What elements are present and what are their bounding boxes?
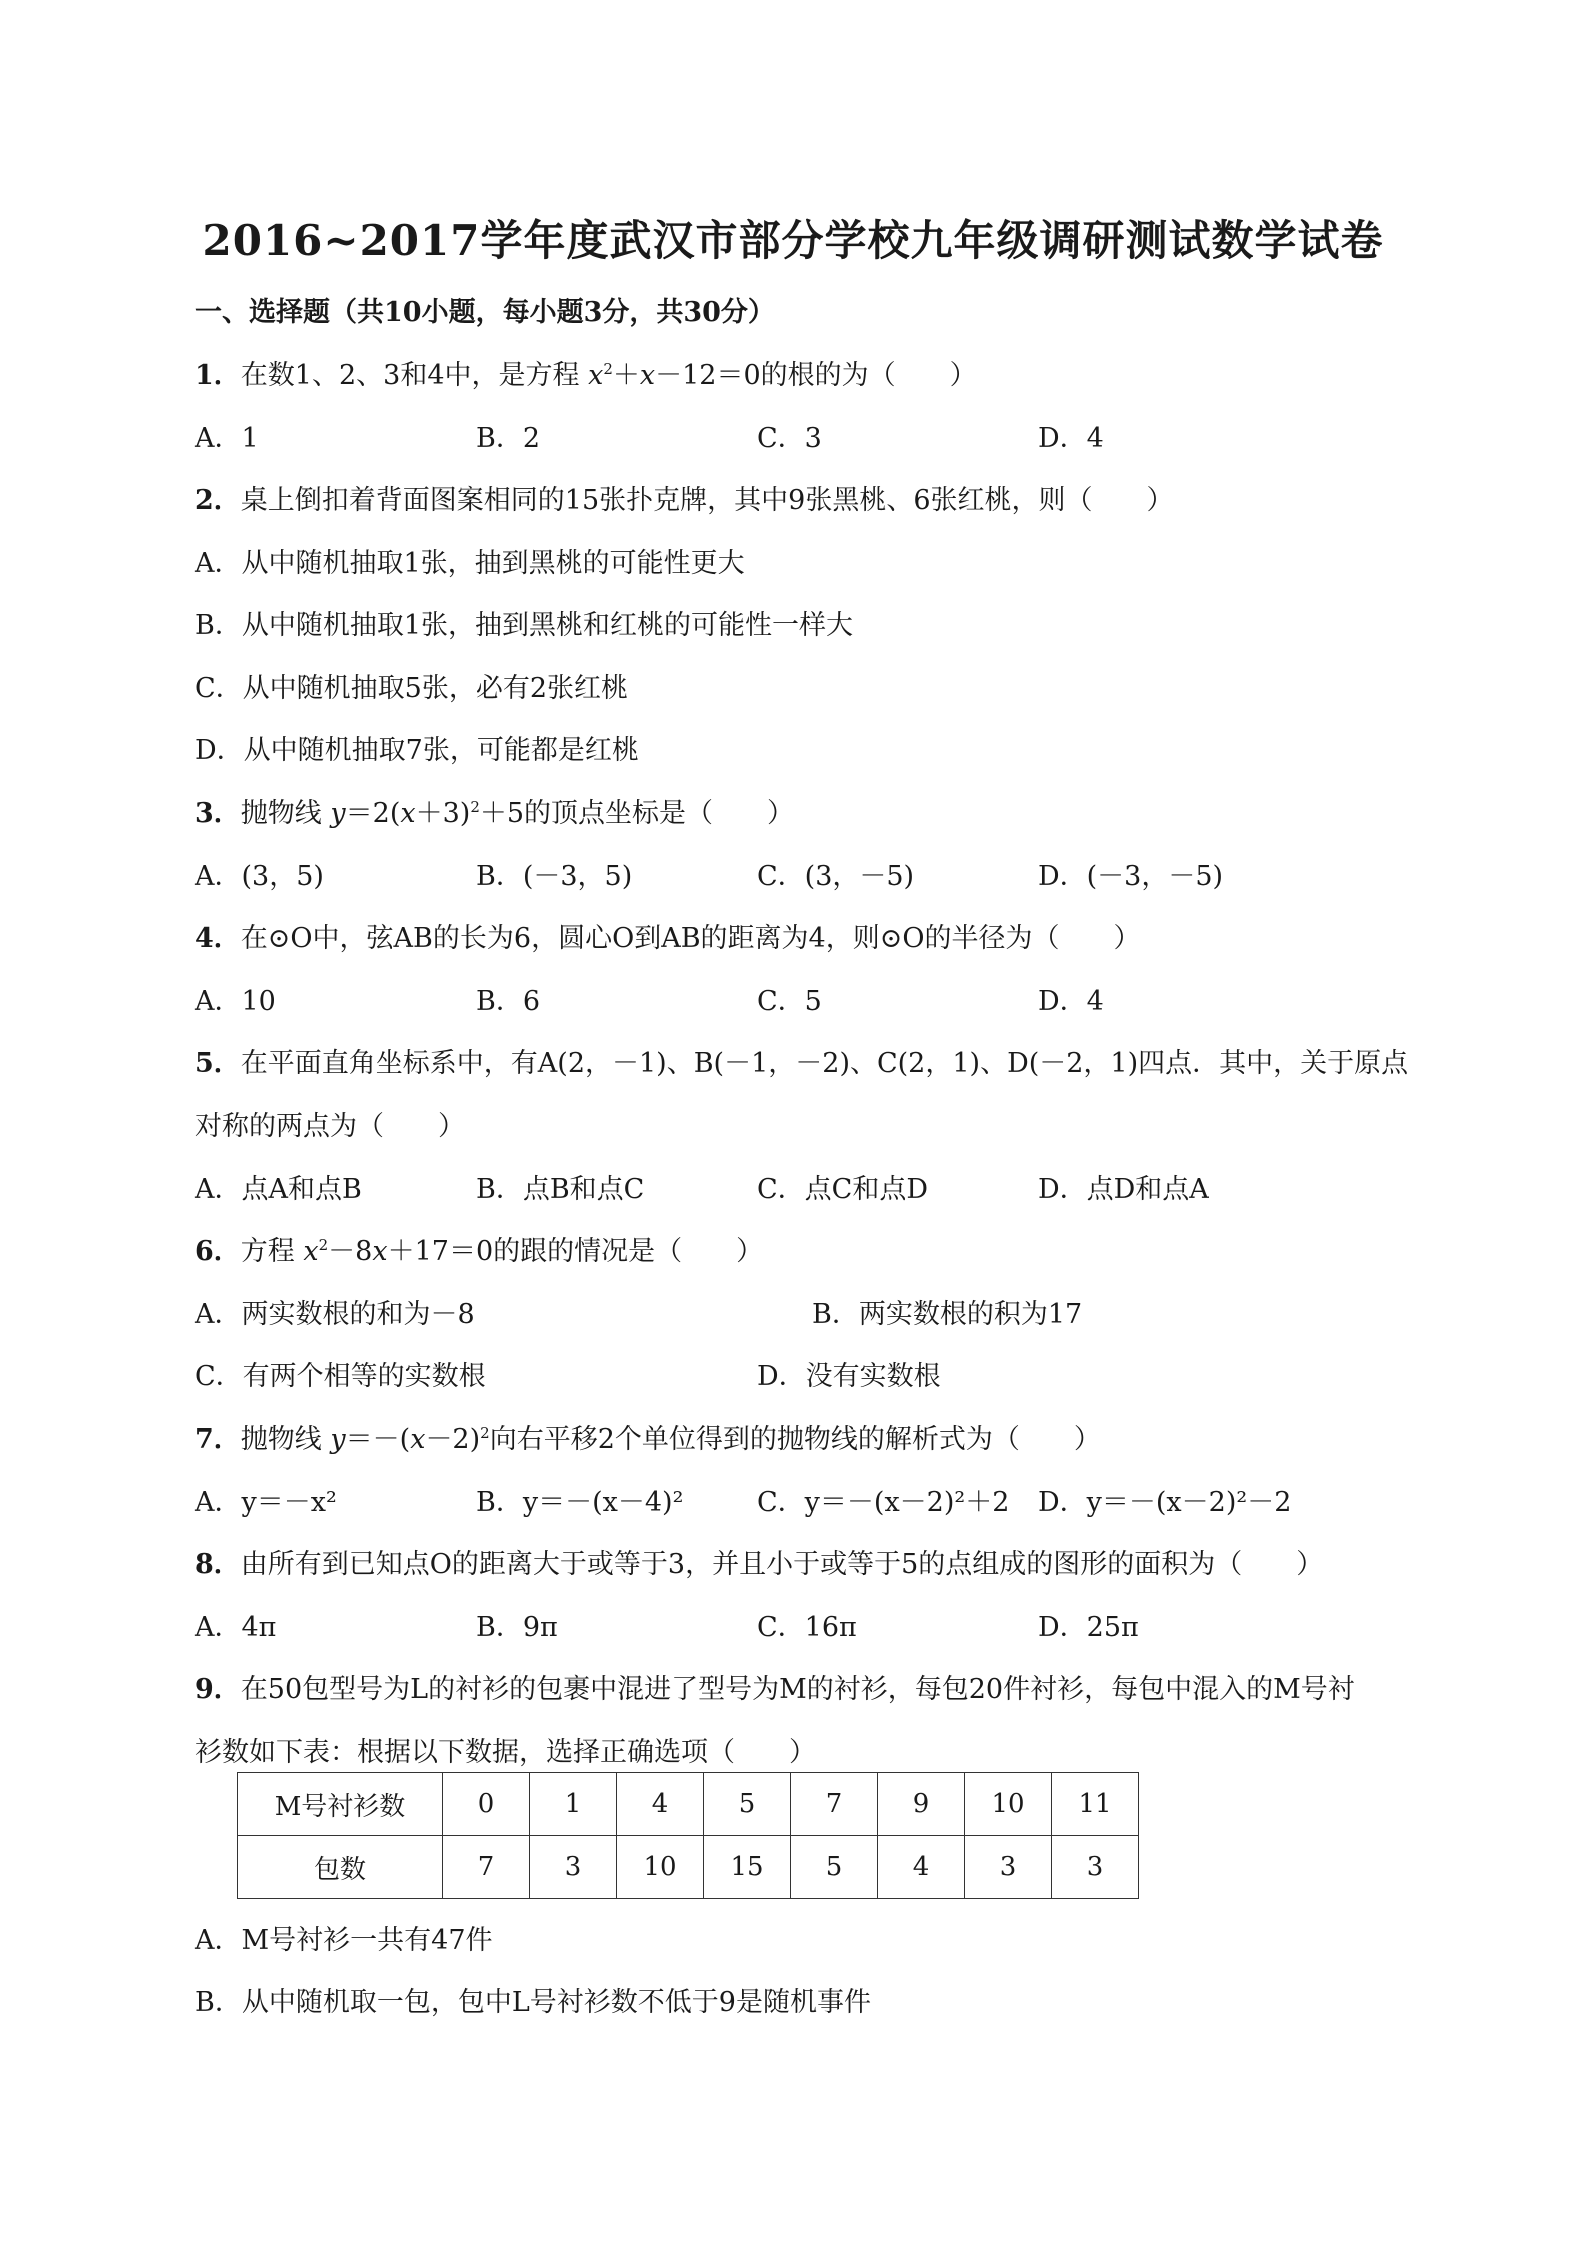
table-row — [238, 1773, 1139, 1836]
table-row-header: M号衬衫数 — [238, 1773, 443, 1836]
q3-option-c: C．(3，－5) — [757, 861, 915, 892]
question-5-continued: 对称的两点为（ ） — [195, 1111, 465, 1142]
table-cell: 10 — [965, 1773, 1052, 1836]
question-number: 4． — [195, 923, 241, 954]
q3-option-b: B．(－3，5) — [476, 861, 633, 892]
question-number: 2． — [195, 485, 241, 516]
q4-option-d: D．4 — [1038, 986, 1104, 1017]
q7-option-d: D．y＝－(x－2)²－2 — [1038, 1487, 1292, 1518]
q8-option-c: C．16π — [757, 1612, 857, 1643]
table-cell: 4 — [617, 1773, 704, 1836]
q7-option-b: B．y＝－(x－4)² — [476, 1487, 684, 1518]
table-cell: 4 — [878, 1836, 965, 1899]
question-number: 6． — [195, 1236, 241, 1267]
q2-option-a: A．从中随机抽取1张，抽到黑桃的可能性更大 — [195, 548, 745, 579]
q6-option-c: C．有两个相等的实数根 — [195, 1361, 486, 1392]
q7-option-c: C．y＝－(x－2)²＋2 — [757, 1487, 1010, 1518]
q5-option-c: C．点C和点D — [757, 1174, 928, 1205]
q3-option-a: A．(3，5) — [195, 861, 324, 892]
table-cell: 10 — [617, 1836, 704, 1899]
q9-option-a: A．M号衬衫一共有47件 — [195, 1925, 493, 1956]
q4-option-a: A．10 — [195, 986, 276, 1017]
table-cell: 1 — [530, 1773, 617, 1836]
question-number: 7． — [195, 1424, 241, 1455]
table-cell: 7 — [443, 1836, 530, 1899]
table-row-header: 包数 — [238, 1836, 443, 1899]
question-6: 6．方程 $x^2-8x+17=0$的跟的情况是（ ） — [195, 1236, 764, 1267]
q7-option-a: A．y＝－x² — [195, 1487, 337, 1518]
page-title: 2016~2017学年度武汉市部分学校九年级调研测试数学试卷 — [202, 216, 1384, 265]
table-cell: 3 — [965, 1836, 1052, 1899]
q1-option-a: A．1 — [195, 423, 259, 454]
q2-option-d: D．从中随机抽取7张，可能都是红桃 — [195, 735, 639, 766]
q8-option-a: A．4π — [195, 1612, 277, 1643]
table-cell: 5 — [704, 1773, 791, 1836]
data-table — [237, 1772, 1139, 1899]
q5-option-a: A．点A和点B — [195, 1174, 362, 1205]
question-number: 3． — [195, 798, 241, 829]
question-1: 1．在数1、2、3和4中，是方程 $x^2+x-12=0$的根的为（ ） — [195, 360, 977, 391]
q2-option-c: C．从中随机抽取5张，必有2张红桃 — [195, 673, 629, 704]
question-2: 2．桌上倒扣着背面图案相同的15张扑克牌，其中9张黑桃、6张红桃，则（ ） — [195, 485, 1174, 516]
question-number: 1． — [195, 360, 241, 391]
table-cell: 0 — [443, 1773, 530, 1836]
q1-option-b: B．2 — [476, 423, 541, 454]
table-cell: 9 — [878, 1773, 965, 1836]
q2-option-b: B．从中随机抽取1张，抽到黑桃和红桃的可能性一样大 — [195, 610, 854, 641]
q1-option-d: D．4 — [1038, 423, 1104, 454]
table-row — [238, 1836, 1139, 1899]
q6-option-a: A．两实数根的和为－8 — [195, 1299, 475, 1330]
q5-option-d: D．点D和点A — [1038, 1174, 1209, 1205]
question-9-continued: 衫数如下表：根据以下数据，选择正确选项（ ） — [195, 1737, 816, 1768]
q4-option-c: C．5 — [757, 986, 822, 1017]
question-4: 4．在⊙O中，弦AB的长为6，圆心O到AB的距离为4，则⊙O的半径为（ ） — [195, 923, 1141, 954]
section-heading: 一、选择题（共10小题，每小题3分，共30分） — [195, 297, 775, 328]
question-number: 8． — [195, 1549, 241, 1580]
q6-option-b: B．两实数根的积为17 — [812, 1299, 1083, 1330]
question-number: 5． — [195, 1048, 241, 1079]
question-7: 7．抛物线 $y=-(x-2)^2$向右平移2个单位得到的抛物线的解析式为（ ） — [195, 1424, 1101, 1455]
q3-option-d: D．(－3，－5) — [1038, 861, 1224, 892]
q1-option-c: C．3 — [757, 423, 822, 454]
q4-option-b: B．6 — [476, 986, 541, 1017]
q8-option-b: B．9π — [476, 1612, 558, 1643]
question-9: 9．在50包型号为L的衬衫的包裹中混进了型号为M的衬衫，每包20件衬衫，每包中混入的M号衬 — [195, 1674, 1355, 1705]
table-cell: 3 — [530, 1836, 617, 1899]
question-3: 3．抛物线 $y=2(x+3)^2+5$的顶点坐标是（ ） — [195, 798, 795, 829]
q6-option-d: D．没有实数根 — [757, 1361, 941, 1392]
question-5: 5．在平面直角坐标系中，有A(2，－1)、B(－1，－2)、C(2，1)、D(－2，1)四点．其中，关于原点 — [195, 1048, 1409, 1079]
q8-option-d: D．25π — [1038, 1612, 1139, 1643]
question-number: 9． — [195, 1674, 241, 1705]
table-cell: 5 — [791, 1836, 878, 1899]
table-cell: 11 — [1052, 1773, 1139, 1836]
q5-option-b: B．点B和点C — [476, 1174, 645, 1205]
table-cell: 15 — [704, 1836, 791, 1899]
table-cell: 3 — [1052, 1836, 1139, 1899]
table-cell: 7 — [791, 1773, 878, 1836]
question-8: 8．由所有到已知点O的距离大于或等于3，并且小于或等于5的点组成的图形的面积为（ ） — [195, 1549, 1324, 1580]
q9-option-b: B．从中随机取一包，包中L号衬衫数不低于9是随机事件 — [195, 1987, 871, 2018]
